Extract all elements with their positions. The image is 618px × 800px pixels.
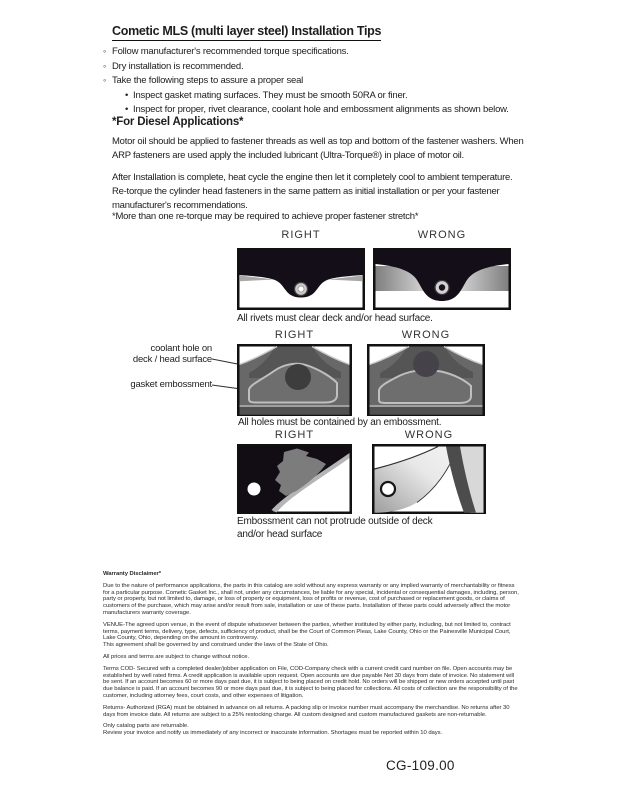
venue-text: VENUE-The agreed upon venue, in the event of dispute whatsoever between the parties, whether instituted by either party, including, but not limited to, contract terms, payment terms, delivery, type, defects, sufficiency of product, shall be the Court of Common Pleas, Lake County, Ohio or the Painesville Municipal Court, Lake County, Ohio, depending on the amount in controversy. <box>103 621 511 642</box>
circle-bullet-icon: ◦ <box>103 60 106 71</box>
dot-bullet-icon: • <box>125 89 129 101</box>
list-item-text: Inspect for proper, rivet clearance, coolant hole and embossment alignments as shown below. <box>133 104 509 115</box>
circle-bullet-icon: ◦ <box>103 46 106 56</box>
returnable-text: Only catalog parts are returnable. <box>103 723 189 730</box>
protrusion-diagram-wrong <box>372 444 486 514</box>
terms-text: Terms COD- Secured with a completed dealer/jobber application on File, COD-Company check with a current credit card number on file. Open accounts may be established by well rated firms. A credit application is available upon request. Open accounts are due payable Net 30 days from date of invoice. No statement will be sent. If an account becomes 60 or more days past due, it is subject to being placed on credit hold. No orders will be shipped or new orders accepted until past due balance is paid. If an account becomes 90 or more days past due, it is subject to being placed for collections. All costs of collection are the responsibility of the customer, including attorney fees, court costs, and other expenses of litigation. <box>103 665 518 699</box>
deck-edge-band <box>370 407 483 415</box>
row2-caption: All holes must be contained by an embossment. <box>238 417 442 428</box>
deck-edge-band <box>240 407 350 415</box>
row1-right-label: RIGHT <box>281 229 321 241</box>
coolant-hole <box>413 351 439 377</box>
list-item <box>103 74 533 89</box>
dot-bullet-icon: • <box>125 104 129 115</box>
embossment-diagram-right <box>237 344 352 416</box>
governing-law-text: This agreement shall be governed by and construed under the laws of the State of Ohio. <box>103 642 329 649</box>
embossment-label: gasket embossment <box>130 379 212 390</box>
list-item-text: Inspect gasket mating surfaces. They must be smooth 50RA or finer. <box>133 89 408 101</box>
prices-text: All prices and terms are subject to change without notice. <box>103 653 250 660</box>
embossment-diagram-wrong <box>367 344 485 416</box>
circle-bullet-icon: ◦ <box>103 75 106 85</box>
row2-right-label: RIGHT <box>274 329 315 341</box>
list-item <box>103 89 533 104</box>
retorque-note: *More than one re-torque may be required to achieve proper fastener stretch* <box>112 211 419 222</box>
list-item-text: Take the following steps to assure a proper seal <box>112 75 304 86</box>
page-title: Cometic MLS (multi layer steel) Installation Tips <box>112 24 381 41</box>
coolant-hole-label: coolant hole on deck / head surface <box>132 343 212 365</box>
row1-caption: All rivets must clear deck and/or head surface. <box>237 313 433 324</box>
bolt-hole-icon <box>381 482 395 496</box>
installation-tips-list <box>103 45 533 118</box>
list-item-text: Dry installation is recommended. <box>112 60 244 72</box>
warranty-disclaimer-text: Due to the nature of performance applications, the parts in this catalog are sold without any express warranty or any implied warranty of merchantability or fitness for a particular purpose. Cometic Gasket Inc., shall not, under any circumstances, be liable for any special, incidental or consequential damages, including, person, party or property, but not limited to, damage, or loss of property or equipment, loss of profits or revenue, cost of purchased or replacement goods, or claims of customers of the purchase, which may arise and/or result from sale, installation or use of these parts. Installation of these parts could adversely affect the motor manufacturers warranty coverage. <box>103 582 519 616</box>
rivet-diagram-wrong <box>373 248 511 310</box>
list-item-text: Follow manufacturer's recommended torque specifications. <box>112 46 349 57</box>
row2-wrong-label: WRONG <box>401 329 451 341</box>
review-text: Review your invoice and notify us immediately of any incorrect or inaccurate information. Shortages must be reported within 10 days. <box>103 730 443 737</box>
doc-code: CG-109.00 <box>386 758 455 773</box>
list-item <box>103 60 533 75</box>
coolant-hole <box>285 364 311 390</box>
list-item <box>103 45 533 60</box>
protrusion-diagram-right <box>237 444 352 514</box>
bolt-hole-icon <box>248 483 261 496</box>
returns-text: Returns- Authorized (RGA) must be obtained in advance on all returns. A packing slip or invoice number must accompany the merchandise. No returns after 30 days from invoice date. All returns are subject to a 25% restocking charge. All custom designed and custom manufactured gaskets are non-returnable. <box>103 704 510 718</box>
diesel-applications-heading: *For Diesel Applications* <box>112 116 244 128</box>
row3-wrong-label: WRONG <box>404 429 454 441</box>
legal-section <box>103 571 519 737</box>
diesel-paragraph-1: Motor oil should be applied to fastener threads as well as top and bottom of the fastener washers. When ARP fasteners are used apply the included lubricant (Ultra-Torque®) in place of motor oil. <box>112 136 524 162</box>
rivet-center <box>439 284 445 290</box>
row1-wrong-label: WRONG <box>417 229 467 241</box>
warranty-disclaimer-heading: Warranty Disclaimer* <box>103 571 162 577</box>
rivet-center <box>298 286 304 292</box>
row3-right-label: RIGHT <box>274 429 315 441</box>
row3-caption: Embossment can not protrude outside of deck and/or head surface <box>237 516 433 540</box>
diesel-paragraph-2: After Installation is complete, heat cycle the engine then let it completely cool to ambient temperature. Re-torque the cylinder head fasteners in the same pattern as initial installation or per your fastener manufacturer's recommendations. <box>112 172 513 212</box>
rivet-diagram-right <box>237 248 365 310</box>
